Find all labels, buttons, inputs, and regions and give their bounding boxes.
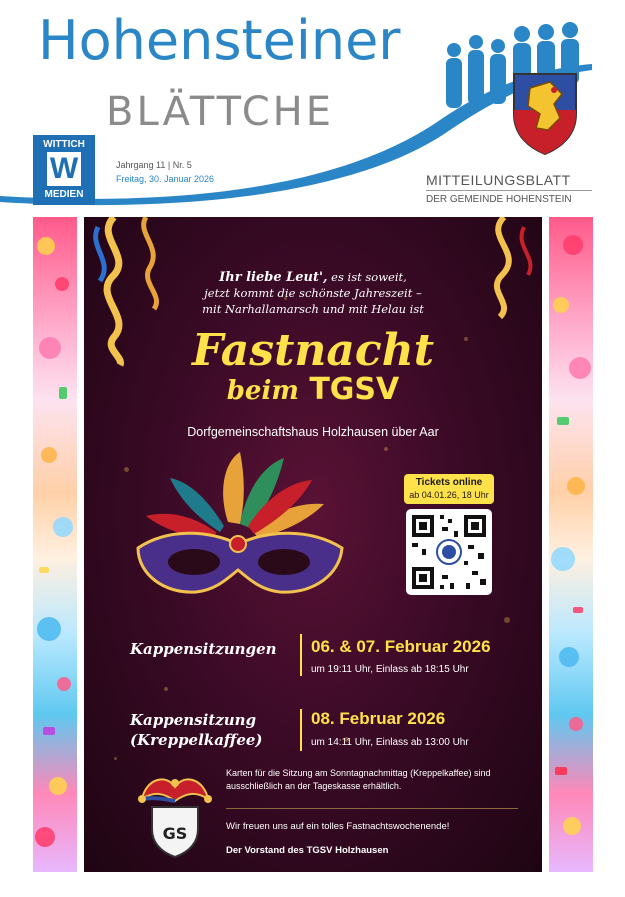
- divider: [426, 190, 592, 191]
- publisher-logo-letter: W: [47, 152, 81, 186]
- event-1-date: 06. & 07. Februar 2026: [311, 637, 491, 656]
- newspaper-title: Hohensteiner: [38, 9, 401, 72]
- divider: [226, 808, 518, 809]
- intro-greeting: Ihr liebe Leut',: [219, 270, 328, 285]
- tgsv-jester-logo: [136, 769, 214, 859]
- svg-text:GS: GS: [162, 824, 188, 843]
- publication-type: MITTEILUNGSBLATT: [426, 172, 571, 188]
- tickets-badge: [404, 474, 494, 504]
- newspaper-subtitle: BLÄTTCHE: [106, 89, 335, 135]
- tickets-sub: ab 04.01.26, 18 Uhr: [409, 490, 489, 500]
- qr-code-icon: [406, 509, 492, 595]
- coat-of-arms-icon: [510, 70, 580, 156]
- issue-number: Jahrgang 11 | Nr. 5: [116, 160, 192, 170]
- intro-line-1-rest: es ist soweit,: [327, 270, 407, 284]
- publisher-logo-bottom: MEDIEN: [44, 189, 84, 200]
- headline-beim: beim: [226, 376, 299, 406]
- event-1-divider: [300, 634, 302, 676]
- publication-subtitle: DER GEMEINDE HOHENSTEIN: [426, 194, 572, 205]
- closing-message: Wir freuen uns auf ein tolles Fastnachtswochenende!: [226, 821, 450, 832]
- confetti-strip-left: [33, 217, 77, 872]
- ticket-note: Karten für die Sitzung am Sonntagnachmittag (Kreppelkaffee) sind ausschließlich an der Tageskasse erhältlich.: [226, 768, 491, 791]
- poster-intro-line-3: mit Narhallamarsch und mit Helau ist: [202, 302, 424, 316]
- headline-tgsv: TGSV: [309, 372, 400, 407]
- issue-date: Freitag, 30. Januar 2026: [116, 174, 215, 184]
- ticket-qr-code[interactable]: [406, 509, 492, 595]
- carnival-mask-icon: [128, 452, 358, 602]
- event-poster: [84, 217, 542, 872]
- poster-intro-line-1: [84, 269, 542, 286]
- event-1-title: Kappensitzungen: [130, 640, 277, 658]
- poster-intro-line-2: jetzt kommt die schönste Jahreszeit –: [204, 286, 422, 300]
- tickets-title: Tickets online: [415, 477, 483, 488]
- event-2-divider: [300, 709, 302, 751]
- event-venue: Dorfgemeinschaftshaus Holzhausen über Aar: [187, 425, 439, 439]
- masthead: [0, 0, 625, 212]
- event-1-time: um 19:11 Uhr, Einlass ab 18:15 Uhr: [311, 664, 469, 675]
- event-2-time: um 14:11 Uhr, Einlass ab 13:00 Uhr: [311, 737, 469, 748]
- signature: Der Vorstand des TGSV Holzhausen: [226, 845, 389, 856]
- event-2-title: Kappensitzung: [130, 711, 257, 729]
- publisher-logo: [33, 135, 95, 205]
- poster-headline: Fastnacht: [191, 325, 435, 376]
- poster-headline-2: [84, 372, 542, 407]
- event-2-date: 08. Februar 2026: [311, 709, 446, 728]
- confetti-strip-right: [549, 217, 593, 872]
- publisher-logo-top: WITTICH: [43, 139, 85, 150]
- event-2-subtitle: (Kreppelkaffee): [130, 731, 263, 749]
